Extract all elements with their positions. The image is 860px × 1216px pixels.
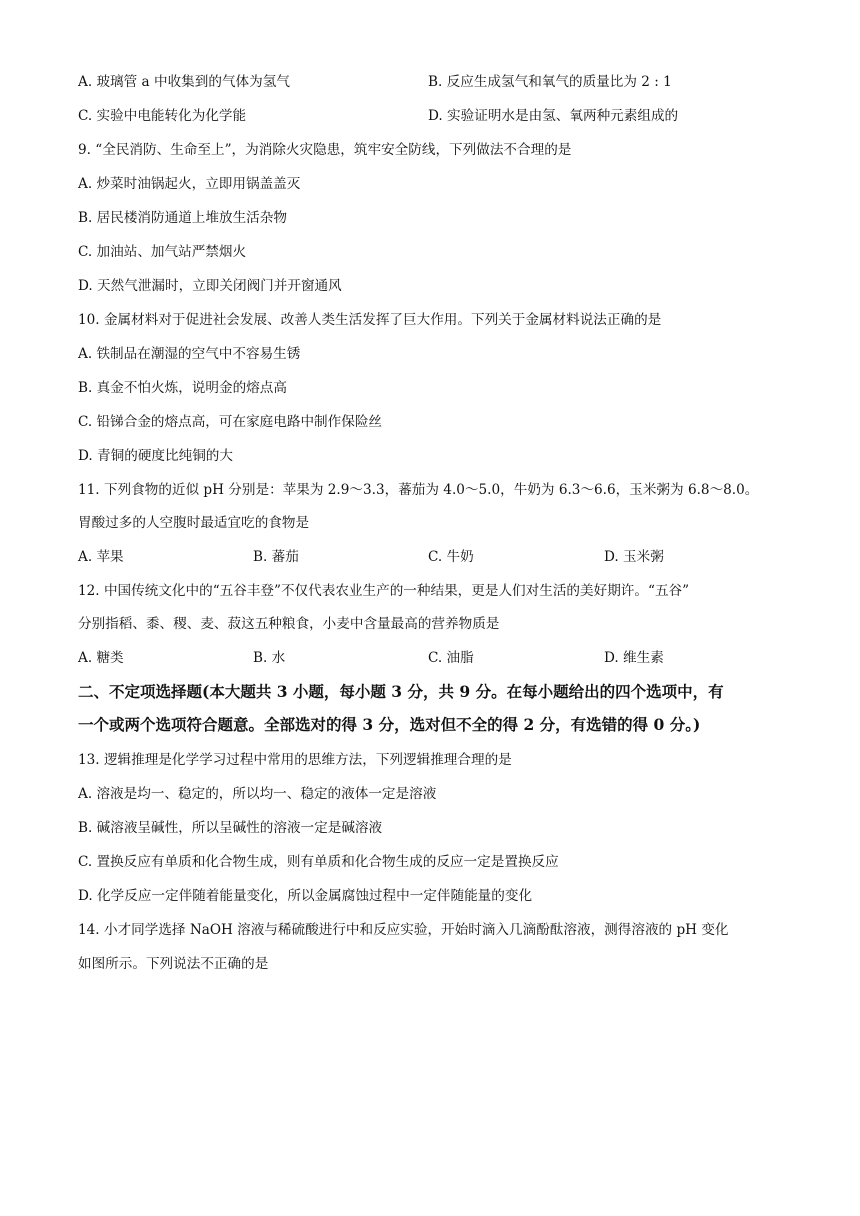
q9-stem: 9. “全民消防、生命至上”，为消除火灾隐患，筑牢安全防线，下列做法不合理的是 [78,142,572,158]
q10-option-c: C. 铅锑合金的熔点高，可在家庭电路中制作保险丝 [78,414,383,430]
q8-option-a: A. 玻璃管 a 中收集到的气体为氢气 [78,74,290,90]
q12-option-a: A. 糖类 [78,650,124,666]
q10-option-d: D. 青铜的硬度比纯铜的大 [78,448,233,464]
q11-option-a: A. 苹果 [78,549,124,565]
q8-option-d: D. 实验证明水是由氢、氧两种元素组成的 [428,108,679,124]
q14-stem-line2: 如图所示。下列说法不正确的是 [78,956,269,972]
q13-option-a: A. 溶液是均一、稳定的，所以均一、稳定的液体一定是溶液 [78,786,437,802]
q8-option-b: B. 反应生成氢气和氧气的质量比为 2 : 1 [428,74,672,90]
q11-option-c: C. 牛奶 [428,549,474,565]
q10-option-b: B. 真金不怕火炼，说明金的熔点高 [78,380,287,396]
q9-option-b: B. 居民楼消防通道上堆放生活杂物 [78,210,287,226]
q12-option-c: C. 油脂 [428,650,474,666]
q9-option-a: A. 炒菜时油锅起火，立即用锅盖盖灭 [78,176,301,192]
q13-option-b: B. 碱溶液呈碱性，所以呈碱性的溶液一定是碱溶液 [78,820,383,836]
q11-stem-line1: 11. 下列食物的近似 pH 分别是：苹果为 2.9～3.3，蕃茄为 4.0～5.0，牛奶为 6.3～6.6，玉米粥为 6.8～8.0。 [78,482,759,498]
q14-stem-line1: 14. 小才同学选择 NaOH 溶液与稀硫酸进行中和反应实验，开始时滴入几滴酚酞溶液，测得溶液的 pH 变化 [78,922,729,938]
q10-option-a: A. 铁制品在潮湿的空气中不容易生锈 [78,346,301,362]
q8-option-c: C. 实验中电能转化为化学能 [78,108,247,124]
q13-option-c: C. 置换反应有单质和化合物生成，则有单质和化合物生成的反应一定是置换反应 [78,854,559,870]
q12-option-d: D. 维生素 [604,650,664,666]
q9-option-c: C. 加油站、加气站严禁烟火 [78,244,247,260]
q9-option-d: D. 天然气泄漏时，立即关闭阀门并开窗通风 [78,278,342,294]
q12-stem-line1: 12. 中国传统文化中的“五谷丰登”不仅代表农业生产的一种结果，更是人们对生活的美好期许。“五谷” [78,583,690,599]
q11-stem-line2: 胃酸过多的人空腹时最适宜吃的食物是 [78,515,310,531]
q13-option-d: D. 化学反应一定伴随着能量变化，所以金属腐蚀过程中一定伴随能量的变化 [78,888,533,904]
section-heading-line1: 二、不定项选择题(本大题共 3 小题，每小题 3 分，共 9 分。在每小题给出的四个选项中，有 [78,682,724,701]
q11-option-d: D. 玉米粥 [604,549,664,565]
q11-option-b: B. 蕃茄 [253,549,299,565]
q12-option-b: B. 水 [253,650,286,666]
q10-stem: 10. 金属材料对于促进社会发展、改善人类生活发挥了巨大作用。下列关于金属材料说法正确的是 [78,312,662,328]
q13-stem: 13. 逻辑推理是化学学习过程中常用的思维方法，下列逻辑推理合理的是 [78,752,512,768]
q12-stem-line2: 分别指稻、黍、稷、麦、菽这五种粮食，小麦中含量最高的营养物质是 [78,616,500,632]
section-heading-line2: 一个或两个选项符合题意。全部选对的得 3 分，选对但不全的得 2 分，有选错的得 0 分。) [78,715,701,734]
